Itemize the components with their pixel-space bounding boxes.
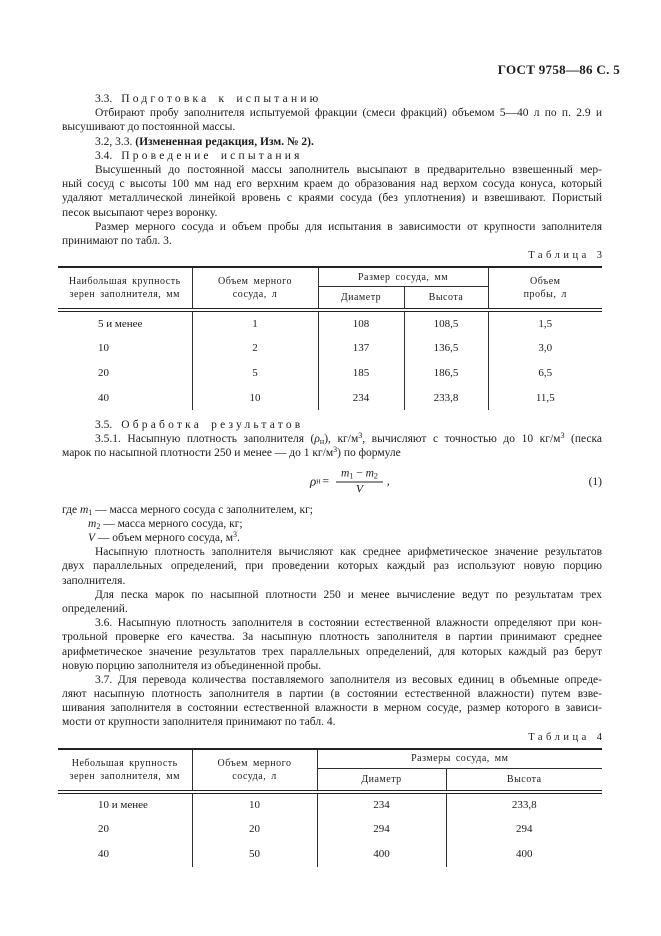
header-line: пробы, л (523, 289, 567, 301)
table-row (58, 360, 602, 385)
table-cell: 40 (58, 842, 192, 867)
header-line: сосуда, л (232, 289, 278, 301)
text-line: двух параллельных определений, при проведении которых каждый раз используют новую порцию (62, 560, 602, 573)
table-cell: 6,5 (538, 366, 553, 379)
column-header (58, 267, 192, 310)
text-segment: , вычисляют с точностью до 10 кг/м (362, 433, 561, 446)
text-segment: 3 (333, 446, 338, 455)
table-cell: 136,5 (404, 335, 488, 360)
text-line: 3.6. Насыпную плотность заполнителя в состоянии естественной влажности определяют при кон- (95, 617, 602, 630)
rho-symbol: ρ (310, 473, 317, 489)
header-line: Небольшая крупность (71, 757, 178, 769)
column-header: Высота (404, 287, 488, 311)
text-line: Высушенный до постоянной массы заполнитель высыпают в предварительно взвешенный мер- (95, 163, 602, 176)
text-segment: 1 (349, 471, 354, 481)
table-cell: 10 (192, 792, 317, 817)
table-caption-number: 4 (596, 731, 602, 743)
table-cell: 20 (58, 360, 192, 385)
text-segment: m (88, 517, 97, 530)
text-segment: — объем мерного сосуда, м (95, 532, 233, 544)
header-line: Объем мерного (217, 757, 292, 769)
table-row (58, 792, 602, 817)
table-cell: 233,8 (404, 385, 488, 410)
text-line (62, 517, 602, 531)
section-title: Обработка результатов (121, 419, 304, 432)
text-line: Отбирают пробу заполнителя испытуемой фракции (смеси фракций) объемом 5—40 л по п. 2.9 и (95, 107, 602, 120)
text-line: мости от крупности заполнителя принимают по табл. 4. (62, 716, 336, 729)
text-line: шивания заполнителя в состоянии естественной влажности в мерном сосуде, размер которого в зависи- (62, 702, 602, 715)
table-cell: 20 (58, 817, 192, 842)
table-cell: 186,5 (404, 360, 488, 385)
section-heading (62, 418, 602, 432)
header-line: Объем (530, 276, 561, 288)
table-cell: 10 (58, 335, 192, 360)
text-line (62, 135, 602, 149)
column-header: Размер сосуда, мм (318, 267, 488, 287)
formula (62, 461, 602, 503)
table-caption-word: Таблица (528, 731, 590, 743)
table-cell: 2 (192, 335, 318, 360)
text-segment: 3.2, 3.3. (95, 135, 136, 148)
header-line: Наибольшая крупность (68, 276, 181, 288)
text-line: высушивают до постоянной массы. (62, 121, 236, 134)
table-cell: 108 (318, 310, 404, 335)
text-segment: где (62, 503, 80, 516)
column-header (192, 749, 317, 792)
text-segment: ) по формуле (337, 447, 401, 460)
formula-expression: ρ н = $\frac{m_1 - m_2}{V}$ , (310, 467, 390, 496)
equals-sign: = (322, 475, 330, 488)
table-row (58, 335, 602, 360)
table-row (58, 817, 602, 842)
text-line: арифметическое значение результатов трех параллельных определений, для которых каждый раз берут (62, 645, 602, 658)
table-cell: 5 (192, 360, 318, 385)
formula-comma: , (386, 475, 390, 488)
table-row (58, 310, 602, 335)
text-line (62, 446, 602, 460)
text-line: 3.7. Для перевода количества поставляемого заполнителя из весовых единиц в объемные опреде- (95, 673, 602, 686)
text-line: ный сосуд с высоты 100 мм над его верхним краем до образования над верхом сосуда конуса, который (62, 178, 602, 191)
text-segment: марок по насыпной плотности 250 и менее — до 1 кг/м (62, 447, 334, 460)
section-number: 3.5. (95, 419, 113, 432)
text-segment: 3 (358, 432, 363, 441)
column-header (58, 749, 192, 792)
column-header (192, 267, 318, 310)
table-row (58, 385, 602, 410)
column-header: Размеры сосуда, мм (317, 749, 602, 769)
table-cell: 11,5 (535, 391, 555, 404)
text-segment: − (353, 467, 366, 480)
text-line (62, 432, 602, 446)
table-cell: 3,0 (538, 341, 553, 354)
data-table-3 (58, 266, 602, 410)
text-segment: (песка (564, 433, 602, 446)
section-number: 3.3. (95, 93, 113, 105)
text-line: определений. (62, 602, 128, 615)
text-line: песок высыпают через воронку. (62, 206, 218, 219)
table-cell: 400 (516, 848, 533, 861)
fraction-denominator (356, 482, 363, 496)
table-cell: 137 (318, 335, 404, 360)
text-line: удаляют металлической линейкой вровень с краями сосуда (без уплотнения) и взвешивают. Пористый (62, 192, 602, 205)
text-segment: 3 (233, 531, 237, 539)
column-header (488, 267, 602, 310)
text-line: трольной проверке его качества. За насыпную плотность заполнителя в партии принимают среднее (62, 631, 602, 644)
text-line: заполнителя. (62, 574, 126, 587)
text-segment: 3.5.1. Насыпную плотность заполнителя ( (95, 433, 315, 446)
table-cell: 185 (318, 360, 404, 385)
table-cell: 5 и менее (58, 310, 192, 335)
text-line (62, 503, 602, 517)
text-segment: ρ (314, 433, 320, 446)
table-cell: 294 (317, 817, 446, 842)
text-line: Размер мерного сосуда и объем пробы для испытания в зависимости от крупности заполнителя (95, 220, 602, 233)
header-line: зерен заполнителя, мм (69, 289, 180, 301)
table-cell: 108,5 (404, 310, 488, 335)
text-line: Насыпную плотность заполнителя вычисляют как среднее арифметическое значение результатов (95, 546, 602, 559)
table-caption (62, 249, 602, 263)
fraction-numerator (336, 467, 383, 482)
table-cell: 294 (516, 823, 533, 836)
table-cell: 233,8 (511, 799, 537, 812)
formula-number: (1) (588, 475, 602, 488)
fraction (336, 467, 383, 496)
header-line: сосуда, л (232, 770, 277, 782)
section-title: Проведение испытания (121, 149, 303, 162)
table-cell: 10 и менее (58, 792, 192, 817)
table-caption (62, 731, 602, 745)
text-segment: m (365, 467, 374, 480)
document-body (62, 92, 602, 875)
table-row (58, 842, 602, 867)
column-header: Диаметр (317, 768, 446, 792)
text-segment: — масса мерного сосуда с заполнителем, кг; (92, 503, 313, 516)
table-cell: 400 (317, 842, 446, 867)
table-cell: 40 (58, 385, 192, 410)
text-segment: m (341, 467, 350, 480)
text-segment: н (319, 437, 325, 447)
text-segment: V (355, 483, 363, 496)
text-segment: 2 (373, 471, 378, 481)
text-segment: (Измененная редакция, Изм. № 2). (135, 135, 314, 148)
table-cell: 234 (318, 385, 404, 410)
text-segment: m (79, 503, 89, 516)
table-cell: 234 (317, 792, 446, 817)
table-cell: 50 (192, 842, 317, 867)
text-segment: ), кг/м (324, 433, 359, 446)
table-caption-number: 3 (596, 250, 602, 262)
table-cell: 20 (192, 817, 317, 842)
text-segment: . (237, 532, 240, 544)
column-header: Высота (446, 768, 602, 792)
page-header: ГОСТ 9758—86 С. 5 (497, 62, 620, 77)
text-segment: — масса мерного сосуда, кг; (100, 517, 243, 530)
text-segment: 3 (560, 432, 565, 441)
section-title: Подготовка к испытанию (121, 93, 322, 105)
table-cell: 1,5 (538, 317, 553, 330)
text-line: Для песка марок по насыпной плотности 250 и менее вычисление ведут по результатам трех (95, 588, 602, 601)
data-table-4 (58, 748, 602, 867)
text-line: ляют насыпную плотность заполнителя в партии (в состоянии естественной влажности) путем взве- (62, 688, 602, 701)
section-number: 3.4. (95, 149, 113, 162)
text-segment: 2 (96, 521, 101, 531)
section-heading (62, 92, 602, 106)
table-cell: 1 (192, 310, 318, 335)
table-caption-word: Таблица (528, 250, 590, 262)
text-line (62, 531, 602, 545)
text-segment: V (88, 532, 96, 544)
table-cell: 10 (192, 385, 318, 410)
text-line: новую порцию заполнителя из объединенной пробы. (62, 659, 322, 672)
text-line: принимают по табл. 3. (62, 234, 172, 247)
header-line: Объем мерного (218, 276, 292, 288)
text-segment: 1 (88, 507, 93, 517)
column-header: Диаметр (318, 287, 404, 311)
section-heading (62, 149, 602, 163)
header-line: зерен заполнителя, мм (69, 770, 180, 782)
